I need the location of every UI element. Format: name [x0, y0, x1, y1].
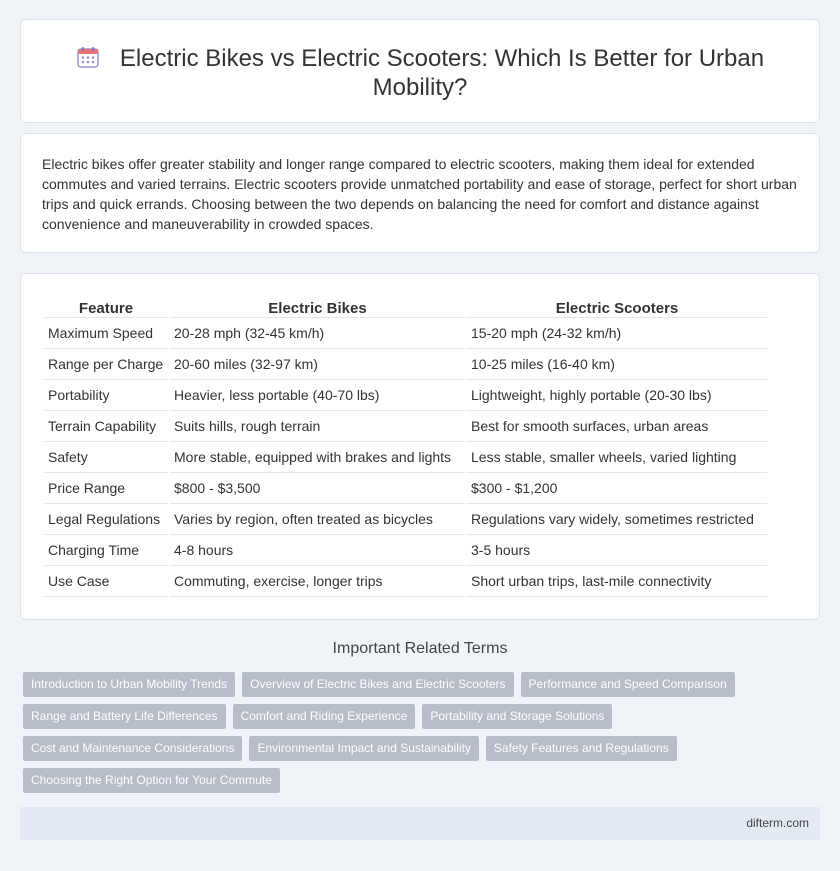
- table-cell: Price Range: [44, 473, 168, 504]
- table-cell: 20-60 miles (32-97 km): [170, 349, 465, 380]
- related-term-tag[interactable]: Environmental Impact and Sustainability: [249, 736, 478, 761]
- table-cell: Varies by region, often treated as bicycles: [170, 504, 465, 535]
- table-cell: 4-8 hours: [170, 535, 465, 566]
- footer: [20, 807, 820, 840]
- related-term-tag[interactable]: Introduction to Urban Mobility Trends: [23, 672, 235, 697]
- table-cell: 3-5 hours: [467, 535, 767, 566]
- comparison-table: [42, 296, 769, 597]
- intro-text: Electric bikes offer greater stability and longer range compared to electric scooters, making them ideal for extended commutes and varied terrains. Electric scooters provide unmatched portability and ease of storage, perfect for short urban trips and quick errands. Choosing between the two depends on balancing the need for comfort and distance against convenience and maneuverability in crowded spaces.: [42, 156, 797, 232]
- related-term-tag[interactable]: Range and Battery Life Differences: [23, 704, 226, 729]
- table-row: [44, 504, 767, 535]
- comparison-table-card: [20, 273, 820, 620]
- table-cell: Heavier, less portable (40-70 lbs): [170, 380, 465, 411]
- table-cell: $300 - $1,200: [467, 473, 767, 504]
- table-row: [44, 349, 767, 380]
- header-card: [20, 19, 820, 123]
- footer-site-link[interactable]: difterm.com: [746, 816, 809, 830]
- table-header-electric-scooters: Electric Scooters: [467, 296, 767, 318]
- table-row: [44, 380, 767, 411]
- table-header-feature: Feature: [44, 296, 168, 318]
- table-cell: $800 - $3,500: [170, 473, 465, 504]
- calendar-icon: [76, 45, 100, 69]
- table-cell: 15-20 mph (24-32 km/h): [467, 318, 767, 349]
- table-cell: 10-25 miles (16-40 km): [467, 349, 767, 380]
- related-term-tag[interactable]: Choosing the Right Option for Your Commute: [23, 768, 280, 793]
- table-cell: 20-28 mph (32-45 km/h): [170, 318, 465, 349]
- table-cell: Lightweight, highly portable (20-30 lbs): [467, 380, 767, 411]
- table-cell: Commuting, exercise, longer trips: [170, 566, 465, 597]
- related-term-tag[interactable]: Safety Features and Regulations: [486, 736, 677, 761]
- table-cell: Suits hills, rough terrain: [170, 411, 465, 442]
- table-row: [44, 442, 767, 473]
- table-cell: Maximum Speed: [44, 318, 168, 349]
- table-cell: Use Case: [44, 566, 168, 597]
- table-row: [44, 411, 767, 442]
- table-cell: Best for smooth surfaces, urban areas: [467, 411, 767, 442]
- table-cell: Safety: [44, 442, 168, 473]
- table-header-row: [44, 296, 767, 318]
- related-term-tag[interactable]: Comfort and Riding Experience: [233, 704, 416, 729]
- table-row: [44, 535, 767, 566]
- table-row: [44, 473, 767, 504]
- page-title-wrap: [21, 44, 819, 102]
- related-term-tag[interactable]: Overview of Electric Bikes and Electric Scooters: [242, 672, 513, 697]
- table-row: [44, 318, 767, 349]
- table-row: [44, 566, 767, 597]
- table-cell: Charging Time: [44, 535, 168, 566]
- related-terms-list: [23, 672, 813, 793]
- table-header-electric-bikes: Electric Bikes: [170, 296, 465, 318]
- intro-card: [20, 133, 820, 253]
- table-cell: Portability: [44, 380, 168, 411]
- related-term-tag[interactable]: Portability and Storage Solutions: [422, 704, 612, 729]
- table-cell: More stable, equipped with brakes and lights: [170, 442, 465, 473]
- related-terms-title: Important Related Terms: [332, 640, 508, 657]
- table-cell: Range per Charge: [44, 349, 168, 380]
- related-term-tag[interactable]: Performance and Speed Comparison: [521, 672, 735, 697]
- table-cell: Less stable, smaller wheels, varied lighting: [467, 442, 767, 473]
- page-title: Electric Bikes vs Electric Scooters: Which Is Better for Urban Mobility?: [119, 45, 765, 101]
- table-cell: Legal Regulations: [44, 504, 168, 535]
- table-cell: Regulations vary widely, sometimes restricted: [467, 504, 767, 535]
- table-cell: Short urban trips, last-mile connectivity: [467, 566, 767, 597]
- table-cell: Terrain Capability: [44, 411, 168, 442]
- related-term-tag[interactable]: Cost and Maintenance Considerations: [23, 736, 242, 761]
